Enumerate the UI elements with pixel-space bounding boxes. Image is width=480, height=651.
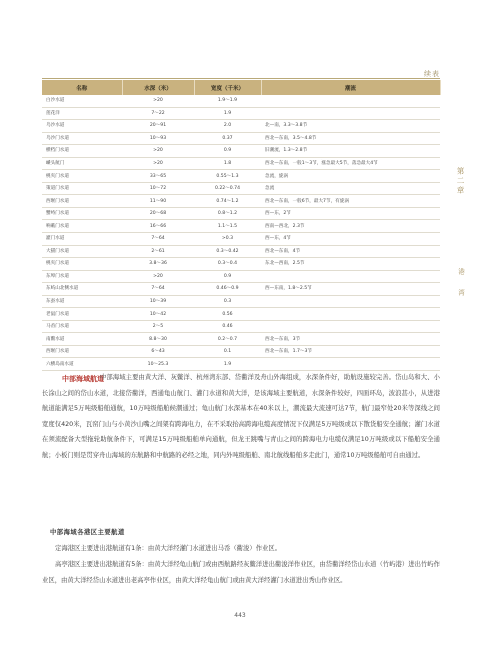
page-number: 443 xyxy=(234,612,246,619)
table-cell: 10～39 xyxy=(122,295,194,308)
table-cell: 1.9 xyxy=(194,107,261,120)
table-cell: 西北—东南，4节 xyxy=(261,245,440,258)
table-cell: 2～61 xyxy=(122,245,194,258)
table-cell: 灌门水道 xyxy=(42,233,122,246)
table-cell: 西堠门水道 xyxy=(42,195,122,208)
table-cell: 7～22 xyxy=(122,107,194,120)
table-row xyxy=(42,333,440,346)
table-cell xyxy=(261,320,440,333)
table-cell: 老鼠门水道 xyxy=(42,308,122,321)
table-cell: 0.46 xyxy=(194,320,261,333)
table-cell: 急流 xyxy=(261,182,440,195)
table-cell: 0.2～0.7 xyxy=(194,333,261,346)
table-cell: 1.1～1.5 xyxy=(194,220,261,233)
table-header-row xyxy=(42,80,440,95)
table-cell: >20 xyxy=(122,270,194,283)
table-cell: 20～68 xyxy=(122,207,194,220)
table-cell: 7～64 xyxy=(122,233,194,246)
table-cell: 莲花洋 xyxy=(42,107,122,120)
table-cell: 南鳖水道 xyxy=(42,333,122,346)
table-cell: 2.0 xyxy=(194,120,261,133)
table-cell: 西北—东南，1.7～3节 xyxy=(261,345,440,358)
table-row xyxy=(42,245,440,258)
table-cell: 6～43 xyxy=(122,345,194,358)
table-cell: 16～66 xyxy=(122,220,194,233)
table-cell: 西—东，2节 xyxy=(261,207,440,220)
table-cell: 10～93 xyxy=(122,132,194,145)
column-header: 水深（米） xyxy=(122,80,194,95)
column-header: 宽度（千米） xyxy=(194,80,261,95)
table-cell: 1.9 xyxy=(194,358,261,371)
table-row xyxy=(42,132,440,145)
table-row xyxy=(42,145,440,158)
table-cell: 0.55～1.3 xyxy=(194,170,261,183)
table-cell: 北—南，3.3～3.8节 xyxy=(261,120,440,133)
table-cell: 0.74～1.2 xyxy=(194,195,261,208)
table-row xyxy=(42,120,440,133)
table-cell xyxy=(261,358,440,371)
subheading: 中部海域各港区主要航道 xyxy=(50,529,125,536)
table-cell xyxy=(261,308,440,321)
table-cell: 西—东南，1.8～2.5节 xyxy=(261,283,440,296)
table-row xyxy=(42,95,440,107)
table-cell: 0.46～0.9 xyxy=(194,283,261,296)
table-cell: 嵊头航门 xyxy=(42,157,122,170)
table-cell: 响礁门水道 xyxy=(42,220,122,233)
table-row xyxy=(42,107,440,120)
table-cell: 旧潮流，1.3～2.8节 xyxy=(261,145,440,158)
table-cell: 西北—东南，一般1～3节，涨急最大5节，落急最大4节 xyxy=(261,157,440,170)
table-cell xyxy=(261,95,440,107)
table-cell xyxy=(261,295,440,308)
table-cell: 7～64 xyxy=(122,283,194,296)
table-cell: 0.8～1.2 xyxy=(194,207,261,220)
table-row xyxy=(42,207,440,220)
table-cell: >20 xyxy=(122,95,194,107)
table-cell: 33～65 xyxy=(122,170,194,183)
table-cell: >0.3 xyxy=(194,233,261,246)
channel-table xyxy=(42,80,441,371)
table-row xyxy=(42,345,440,358)
table-row xyxy=(42,295,440,308)
table-cell: 西北—东南，3.5～4.8节 xyxy=(261,132,440,145)
table-cell: 桃夹门水道 xyxy=(42,258,122,271)
table-cell: 策道门水道 xyxy=(42,182,122,195)
table-cell: 1.9～1.9 xyxy=(194,95,261,107)
table-cell: 东蚕水道 xyxy=(42,295,122,308)
table-cell xyxy=(261,107,440,120)
column-header: 名称 xyxy=(42,80,122,95)
table-cell: 乌沙水道 xyxy=(42,120,122,133)
table-cell: 10～42 xyxy=(122,308,194,321)
header-rule xyxy=(42,78,440,79)
table-cell: 马岙门水道 xyxy=(42,320,122,333)
table-cell: 西—东，4节 xyxy=(261,233,440,246)
table-cell: 0.9 xyxy=(194,145,261,158)
table-cell: 1.8 xyxy=(194,157,261,170)
table-cell: 20～91 xyxy=(122,120,194,133)
body-paragraph: 定海港区主要进出港航道有1条：由黄大洋经灌门水道进出马岙（衢浚）作业区。 xyxy=(55,545,282,552)
table-row xyxy=(42,233,440,246)
chapter-tab: 第二章 xyxy=(456,167,465,196)
table-cell: 六横岛南水道 xyxy=(42,358,122,371)
table-row xyxy=(42,358,440,371)
table-row xyxy=(42,320,440,333)
table-cell: 桃夹门水道 xyxy=(42,170,122,183)
table-cell: >20 xyxy=(122,157,194,170)
table-cell: 大猫门水道 xyxy=(42,245,122,258)
table-row xyxy=(42,270,440,283)
table-cell: 0.22～0.74 xyxy=(194,182,261,195)
table-cell: 0.9 xyxy=(194,270,261,283)
table-cell: 0.56 xyxy=(194,308,261,321)
table-cell: 东北—西南，2.5节 xyxy=(261,258,440,271)
table-cell: 3.8～36 xyxy=(122,258,194,271)
table-row xyxy=(42,283,440,296)
table-cell: 11～90 xyxy=(122,195,194,208)
table-cell: 白沙水道 xyxy=(42,95,122,107)
table-row xyxy=(42,157,440,170)
table-cell: 10～25.3 xyxy=(122,358,194,371)
table-cell: 10～72 xyxy=(122,182,194,195)
body-paragraph: 中部海域主要由黄大洋、灰鳖洋、杭州湾东部、岱衢洋及舟山外海组成，水深条件好，助航设施较完善。岱山岛和大、小长涂山之间的岱山水道，北接岱衢洋，西通龟山航门、灌门水道和黄大洋，是该海域主要航道，水深条件较好，四面环岛，波浪甚小，从进港航道能满足5万吨级船舶通航，10万吨级船舶候潮通过；龟山航门水深基本在40米以上，潮流最大流速可达7节，航门最窄处20米等深线之间宽度仅420米，瓦窑门山与小黄沙山嘴之间架有跨海电力，在不采取抬高跨海电缆高度情况下仅满足5万吨级或以下散货船安全通航；灌门水道在须流配备大型拖轮助航条件下，可满足15万吨级船舶单向通航，但龙王跳嘴与青山之间的跨海电力电缆仅满足10万吨级或以下船舶安全通航；小板门则是贯穿舟山海域的东航路和中航路的必经之地，同内外吨级船舶、南北航线船舶多走此门，通常10万吨级船舶可自由通过。 xyxy=(42,374,440,459)
table-cell: 西北—东南，一般6节，最大7节，有旋涡 xyxy=(261,195,440,208)
table-cell: 东屿山北侧水道 xyxy=(42,283,122,296)
table-cell: 西南—西北，2.3节 xyxy=(261,220,440,233)
table-row xyxy=(42,195,440,208)
table-row xyxy=(42,170,440,183)
table-cell: 西堠门水道 xyxy=(42,345,122,358)
table-row xyxy=(42,182,440,195)
table-cell: 西北—东南，3节 xyxy=(261,333,440,346)
table-cell: 横档门水道 xyxy=(42,145,122,158)
table-cell: 8.8～30 xyxy=(122,333,194,346)
table-cell: 0.3 xyxy=(194,295,261,308)
column-header: 潮流 xyxy=(261,80,440,95)
table-cell: 0.3～0.4 xyxy=(194,258,261,271)
continued-label: 续表 xyxy=(424,70,440,78)
body-paragraph: 高亭港区主要进出港航道有5条：由黄大洋经龟山航门或由西航路经灰鳖洋进出衢浚洋作业区，由岱衢洋经岱山水道（竹屿港）进出竹屿作业区，由黄大洋经岱山水道进出老高亭作业区，由黄大洋经龟山航门或由黄大洋经灌门水道进出秀山作业区。 xyxy=(42,561,440,584)
table-cell: 蟹峙门水道 xyxy=(42,207,122,220)
table-cell xyxy=(261,270,440,283)
table-row xyxy=(42,258,440,271)
table-cell: 0.1 xyxy=(194,345,261,358)
table-cell: >20 xyxy=(122,145,194,158)
table-cell: 0.37 xyxy=(194,132,261,145)
table-cell: 0.3～0.42 xyxy=(194,245,261,258)
section-title: 中部海域航道 xyxy=(62,375,104,383)
table-row xyxy=(42,220,440,233)
table-row xyxy=(42,308,440,321)
table-cell: 急流，旋涡 xyxy=(261,170,440,183)
table-cell: 2～5 xyxy=(122,320,194,333)
section-tab: 港 湾 xyxy=(457,268,465,302)
table-cell: 乌沙门水道 xyxy=(42,132,122,145)
table-cell: 东埠门水道 xyxy=(42,270,122,283)
